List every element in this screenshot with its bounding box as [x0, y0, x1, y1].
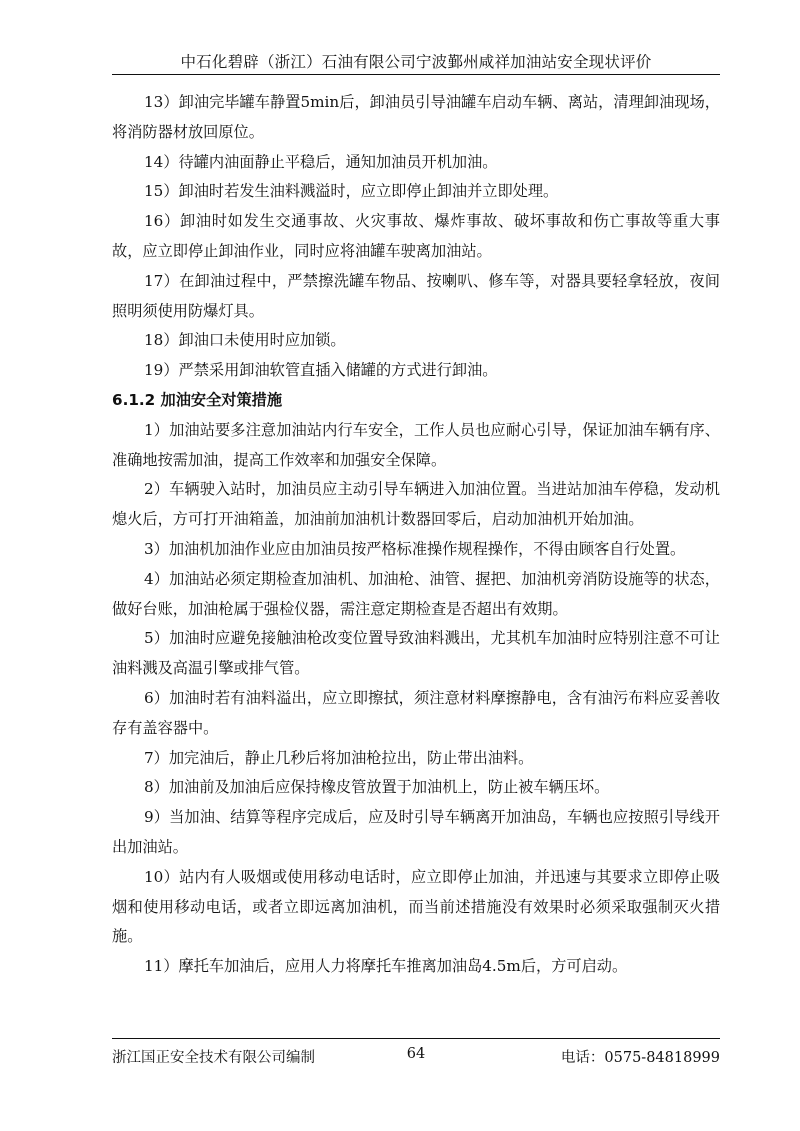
- list-item-17: 17）在卸油过程中，严禁擦洗罐车物品、按喇叭、修车等，对器具要轻拿轻放，夜间照明须使用防爆灯具。: [112, 271, 720, 320]
- page-number: 64: [406, 1046, 426, 1062]
- list-item-7: 7）加完油后，静止几秒后将加油枪拉出，防止带出油料。: [144, 748, 534, 767]
- list-item-11: 11）摩托车加油后，应用人力将摩托车推离加油岛4.5m后，方可启动。: [144, 957, 628, 976]
- list-item-9: 9）当加油、结算等程序完成后，应及时引导车辆离开加油岛，车辆也应按照引导线开出加油站。: [112, 808, 720, 856]
- list-item-15: 15）卸油时若发生油料溅溢时，应立即停止卸油并立即处理。: [144, 182, 559, 201]
- footer-company: 浙江国正安全技术有限公司编制: [112, 1050, 315, 1066]
- list-item-5: 5）加油时应避免接触油枪改变位置导致油料溅出，尤其机车加油时应特别注意不可让油料溅及高温引擎或排气管。: [112, 629, 720, 678]
- list-item-8: 8）加油前及加油后应保持橡皮管放置于加油机上，防止被车辆压坏。: [144, 778, 610, 797]
- section-heading: 6.1.2 加油安全对策措施: [112, 390, 283, 409]
- list-item-14: 14）待罐内油面静止平稳后，通知加油员开机加油。: [144, 152, 498, 171]
- page-header-title: 中石化碧辟（浙江）石油有限公司宁波鄞州咸祥加油站安全现状评价: [180, 53, 652, 71]
- list-item-6: 6）加油时若有油料溢出，应立即擦拭，须注意材料摩擦静电，含有油污布料应妥善收存有盖容器中。: [112, 688, 720, 737]
- list-item-1: 1）加油站要多注意加油站内行车安全，工作人员也应耐心引导，保证加油车辆有序、准确地按需加油，提高工作效率和加强安全保障。: [112, 420, 720, 469]
- list-item-3: 3）加油机加油作业应由加油员按严格标准操作规程操作，不得由顾客自行处置。: [144, 539, 686, 558]
- list-item-19: 19）严禁采用卸油软管直插入储罐的方式进行卸油。: [144, 361, 498, 380]
- list-item-4: 4）加油站必须定期检查加油机、加油枪、油管、握把、加油机旁消防设施等的状态，做好台账，加油枪属于强检仪器，需注意定期检查是否超出有效期。: [112, 569, 720, 618]
- list-item-2: 2）车辆驶入站时，加油员应主动引导车辆进入加油位置。当进站加油车停稳，发动机熄火后，方可打开油箱盖，加油前加油机计数器回零后，启动加油机开始加油。: [112, 480, 720, 529]
- header-divider: [112, 74, 720, 75]
- list-item-18: 18）卸油口未使用时应加锁。: [144, 331, 346, 350]
- document-body: [112, 88, 720, 982]
- page-footer: [112, 1046, 720, 1068]
- list-item-13: 13）卸油完毕罐车静置5min后，卸油员引导油罐车启动车辆、离站，清理卸油现场，将消防器材放回原位。: [112, 93, 720, 141]
- footer-phone: 电话：0575-84818999: [560, 1050, 720, 1066]
- list-item-16: 16）卸油时如发生交通事故、火灾事故、爆炸事故、破坏事故和伤亡事故等重大事故，应立即停止卸油作业，同时应将油罐车驶离加油站。: [112, 212, 720, 260]
- footer-divider: [112, 1038, 720, 1039]
- list-item-10: 10）站内有人吸烟或使用移动电话时，应立即停止加油，并迅速与其要求立即停止吸烟和使用移动电话，或者立即远离加油机，而当前述措施没有效果时必须采取强制灭火措施。: [112, 867, 720, 946]
